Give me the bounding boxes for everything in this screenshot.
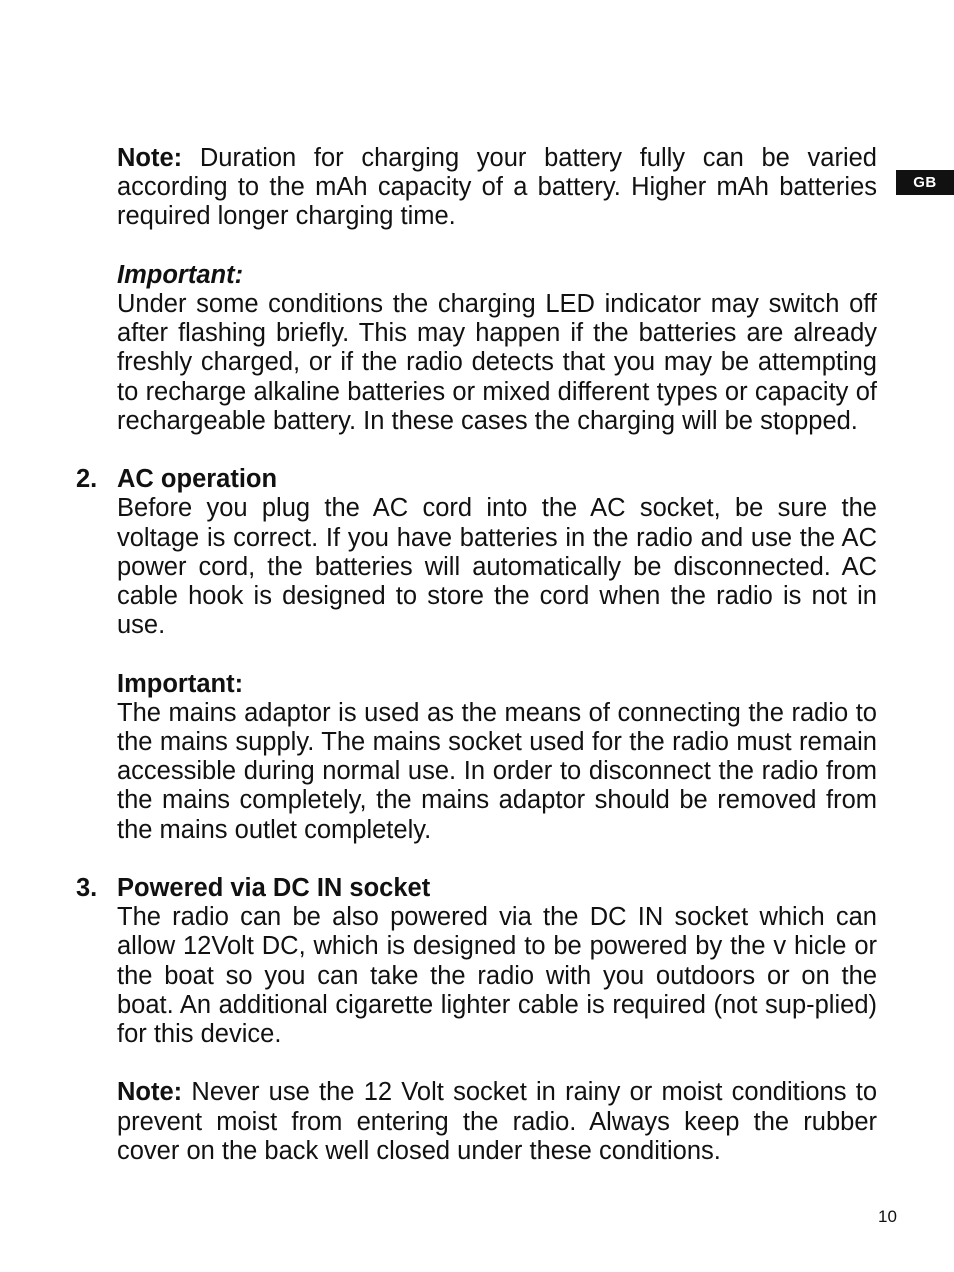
section-title: Powered via DC IN socket [117, 874, 431, 903]
note-label: Note: [117, 1078, 183, 1107]
section-text: Before you plug the AC cord into the AC socket, be sure the voltage is correct. If you have batteries in the radio and use the AC power cord, the batteries will automatically be disconnected. AC cable hook is designed to store the cord when the radio is not in use. [117, 494, 877, 640]
language-tab: GB [896, 170, 954, 195]
note-label: Note: [117, 144, 183, 172]
section-ac-operation [76, 465, 877, 640]
important-text-mains: The mains adaptor is used as the means of connecting the radio to the mains supply. The mains socket used for the radio must remain accessible during normal use. In order to disconnect the radio from the mains completely, the mains adaptor should be removed from the mains outlet completely. [117, 698, 877, 844]
note-paragraph [117, 144, 877, 232]
note-text: Never use the 12 Volt socket in rainy or moist conditions to prevent moist from entering the radio. Always keep the rubber cover on the back well closed under these conditions. [117, 1078, 878, 1165]
section-dc-in [76, 874, 877, 1049]
note-text: Duration for charging your battery fully can be varied according to the mAh capacity of a battery. Higher mAh batteries required longer charging time. [117, 144, 877, 231]
note-paragraph-dc [117, 1078, 877, 1166]
page-content [76, 144, 878, 1166]
important-heading-charging: Important: [117, 260, 244, 289]
section-text: The radio can be also powered via the DC IN socket which can allow 12Volt DC, which is designed to be powered by the v hicle or the boat so you can take the radio with you outdoors or on the boat. An additional cigarette lighter cable is required (not sup-plied) for this device. [117, 903, 877, 1049]
important-text-charging: Under some conditions the charging LED indicator may switch off after flashing briefly. This may happen if the batteries are already freshly charged, or if the radio detects that you may be attempting to recharge alkaline batteries or mixed different types or capacity of rechargeable battery. In these cases the charging will be stopped. [117, 290, 877, 435]
page-number: 10 [878, 1207, 897, 1226]
important-heading-mains: Important: [117, 669, 244, 698]
section-title: AC operation [117, 465, 278, 494]
section-number: 3. [76, 874, 98, 903]
section-number: 2. [76, 465, 98, 494]
